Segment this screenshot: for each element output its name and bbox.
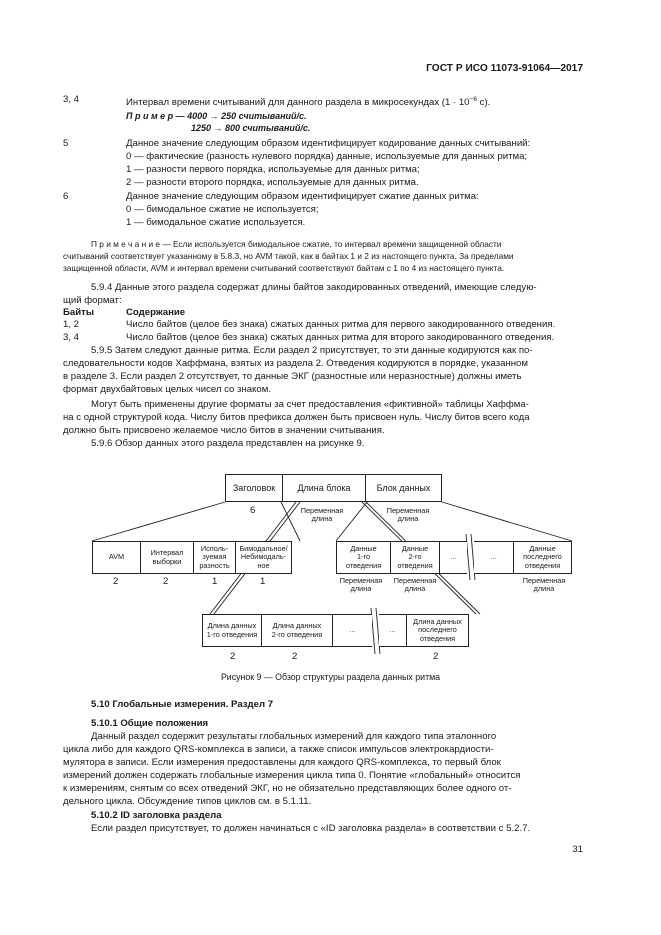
fig-interval-size: 2 <box>163 576 169 587</box>
other-formats-line: должно быть присвоено желаемое число битов в значении считывания. <box>63 425 385 436</box>
fig-bimodal-size: 1 <box>260 576 266 587</box>
s595-line: следовательности кодов Хаффмана, взятых из раздела 2. Отведения кодируются в порядке, указанном <box>63 358 528 369</box>
fig-used-diff-size: 1 <box>212 576 218 587</box>
fig-avm-box: AVM <box>92 541 141 574</box>
fig-bimodal-box: Бимодальное/ Небимодаль- ное <box>235 541 292 574</box>
s594-line-2: щий формат: <box>63 295 122 306</box>
row5-line: Данное значение следующим образом идентифицирует кодирование данных считываний: <box>126 138 531 149</box>
fig-ellipsis-box-2: … <box>474 541 514 574</box>
s594-row1-text: Число байтов (целое без знака) сжатых данных ритма для первого закодированного отведения. <box>126 319 556 330</box>
section-5-10-1-title: 5.10.1 Общие положения <box>91 718 209 729</box>
fig-lead1-box: Данные 1-го отведения <box>336 541 391 574</box>
document-code: ГОСТ Р ИСО 11073-91064—2017 <box>426 63 583 74</box>
fig-data-block-size: Переменная длина <box>386 506 430 524</box>
fig-last-lead-size: Переменная длина <box>522 576 566 594</box>
row5-line: 0 — фактические (разность нулевого порядка) данные, используемые для данных ритма; <box>126 151 528 162</box>
row-bytes-5: 5 <box>63 138 69 149</box>
fig-header-box: Заголовок <box>225 474 283 502</box>
s5101-line: Данный раздел содержит результаты глобальных измерений для каждого типа эталонного <box>91 731 497 742</box>
fig-block-length-box: Длина блока <box>282 474 366 502</box>
row6-line: 1 — бимодальное сжатие используется. <box>126 217 306 228</box>
note-line-3: защищенной области, AVM и интервал времени считываний соответствуют байтам с 1 по 4 из настоящего пункта. <box>63 263 505 273</box>
s594-row2-bytes: 3, 4 <box>63 332 80 343</box>
s5102-line: Если раздел присутствует, то должен начинаться с «ID заголовка раздела» в соответствии с 5.2.7. <box>91 823 531 834</box>
example-line-2: 1250 → 800 считываний/с. <box>191 123 311 133</box>
fig-len2-box: Длина данных 2-го отведения <box>261 614 333 647</box>
s5101-line: к измерениям, снятым со всех отведений ЭКГ, но не обязательно представляющих более одного от- <box>63 783 512 794</box>
row6-line: Данное значение следующим образом идентифицирует сжатие данных ритма: <box>126 191 479 202</box>
fig-len1-box: Длина данных 1-го отведения <box>202 614 262 647</box>
s595-line: формат двухбайтовых целых чисел со знаком. <box>63 384 271 395</box>
fig-len-last-size: 2 <box>433 651 439 662</box>
page-number: 31 <box>572 844 583 855</box>
fig-len-ellipsis-box-2: … <box>379 614 407 647</box>
fig-avm-size: 2 <box>113 576 119 587</box>
section-5-10-title: 5.10 Глобальные измерения. Раздел 7 <box>91 699 274 710</box>
fig-ellipsis-box-1: … <box>439 541 467 574</box>
other-formats-line: Могут быть применены другие форматы за счет предоставления «фиктивной» таблицы Хаффма- <box>91 399 529 410</box>
s594-line-1: 5.9.4 Данные этого раздела содержат длины байтов закодированных отведений, имеющие следую- <box>91 282 537 293</box>
s5101-line: дельного цикла. Обсуждение типов циклов см. в 5.1.11. <box>63 796 312 807</box>
note-line-1: П р и м е ч а н и е — Если используется бимодальное сжатие, то интервал времени защищенной области <box>91 239 502 249</box>
fig-lead2-size: Переменная длина <box>393 576 437 594</box>
fig-data-block-box: Блок данных <box>365 474 442 502</box>
fig-len2-size: 2 <box>292 651 298 662</box>
fig-lead1-size: Переменная длина <box>339 576 383 594</box>
col-content-heading: Содержание <box>126 307 186 318</box>
row-bytes-6: 6 <box>63 191 69 202</box>
row-text-3-4: Интервал времени считываний для данного раздела в микросекундах ($1 \cdot 10^{-6}$ с). <box>126 96 491 108</box>
fig-used-diff-box: Исполь- зуемая разность <box>193 541 236 574</box>
fig-len-ellipsis-box-1: … <box>332 614 372 647</box>
fig-block-length-size: Переменная длина <box>300 506 344 524</box>
fig-header-size: 6 <box>250 505 256 516</box>
section-5-10-2-title: 5.10.2 ID заголовка раздела <box>91 810 222 821</box>
s595-line: в разделе 3. Если раздел 2 отсутствует, то данные ЭКГ (разностные или неразностные) должны иметь <box>63 371 522 382</box>
fig-lead2-box: Данные 2-го отведения <box>390 541 440 574</box>
s5101-line: мулятора в записи. Если измерения предоставлены для каждого QRS-комплекса, то первый блок <box>63 757 501 768</box>
fig-interval-box: Интервал выборки <box>140 541 194 574</box>
row5-line: 2 — разности второго порядка, используемые для данных ритма. <box>126 177 419 188</box>
s5101-line: цикла либо для каждого QRS-комплекса в записи, а также список импульсов электрокардиости- <box>63 744 494 755</box>
s594-row1-bytes: 1, 2 <box>63 319 80 330</box>
fig-len1-size: 2 <box>230 651 236 662</box>
example-line-1: П р и м е р — 4000 → 250 считываний/с. <box>126 111 307 121</box>
row-bytes-3-4: 3, 4 <box>63 94 80 105</box>
other-formats-line: на с одной структурой кода. Числу битов префикса должен быть присвоен нуль. Числу битов всего кода <box>63 412 530 423</box>
fig-last-lead-box: Данные последнего отведения <box>513 541 572 574</box>
s595-line: 5.9.5 Затем следуют данные ритма. Если раздел 2 присутствует, то эти данные кодируются как по- <box>91 345 533 356</box>
s594-row2-text: Число байтов (целое без знака) сжатых данных ритма для второго закодированного отведения. <box>126 332 555 343</box>
row5-line: 1 — разности первого порядка, используемые для данных ритма; <box>126 164 420 175</box>
note-line-2: считываний соответствует указанному в 5.8.3, но AVM такой, как в байтах 1 и 2 из настоящего пункта. За пределами <box>63 251 514 261</box>
s596-line: 5.9.6 Обзор данных этого раздела представлен на рисунке 9. <box>91 438 365 449</box>
figure-caption: Рисунок 9 — Обзор структуры раздела данных ритма <box>220 672 441 682</box>
s5101-line: измерений должен содержать глобальные измерения цикла типа 0. Понятие «глобальный» относится <box>63 770 521 781</box>
col-bytes-heading: Байты <box>63 307 95 318</box>
fig-len-last-box: Длина данных последнего отведения <box>406 614 469 647</box>
row6-line: 0 — бимодальное сжатие не используется; <box>126 204 319 215</box>
